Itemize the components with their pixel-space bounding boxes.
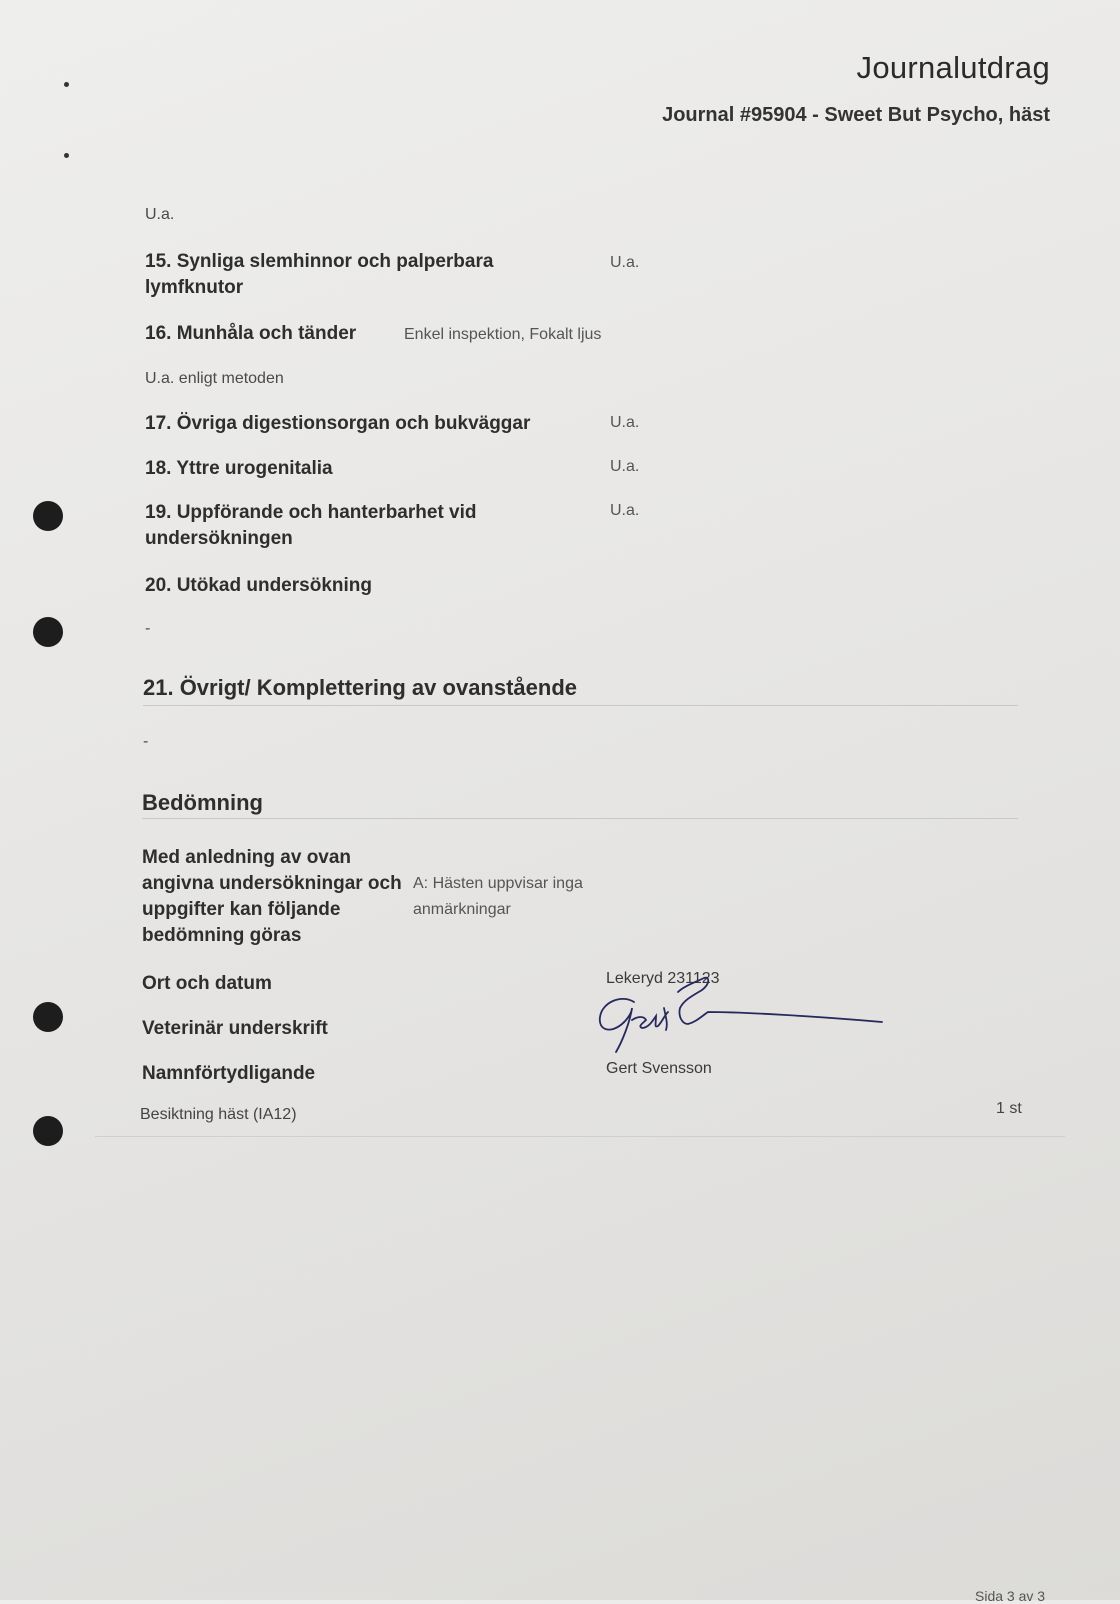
item-16-note: U.a. enligt metoden — [145, 370, 284, 387]
signature-label: Veterinär underskrift — [142, 1018, 328, 1039]
binder-hole — [33, 1002, 63, 1032]
section-divider — [143, 705, 1018, 706]
item-18-value: U.a. — [610, 458, 640, 475]
item-18-label: 18. Yttre urogenitalia — [145, 458, 333, 479]
item-15-label: 15. Synliga slemhinnor och palperbara lymfknutor — [145, 251, 494, 298]
punch-dot — [64, 82, 69, 87]
item-16-label: 16. Munhåla och tänder — [145, 323, 357, 344]
item-20-label: 20. Utökad undersökning — [145, 575, 372, 596]
document-title: Journalutdrag — [856, 50, 1050, 85]
assessment-prompt: Med anledning av ovan angivna undersökningar och uppgifter kan följande bedömning göras — [142, 847, 402, 946]
binder-hole — [33, 1116, 63, 1146]
item-15-value: U.a. — [610, 254, 640, 271]
item-17-label: 17. Övriga digestionsorgan och bukväggar — [145, 413, 531, 434]
assessment-result: A: Hästen uppvisar inga anmärkningar — [413, 875, 583, 918]
page-number: Sida 3 av 3 — [975, 1588, 1046, 1604]
punch-dot — [64, 153, 69, 158]
item-19-value: U.a. — [610, 502, 640, 519]
item-17-value: U.a. — [610, 414, 640, 431]
footer-divider — [95, 1136, 1065, 1137]
name-value: Gert Svensson — [606, 1060, 712, 1077]
place-date-label: Ort och datum — [142, 973, 272, 994]
name-label: Namnförtydligande — [142, 1063, 316, 1084]
place-date-value: Lekeryd 231123 — [606, 970, 720, 987]
form-name: Besiktning häst (IA12) — [140, 1106, 297, 1123]
item-20-note: - — [145, 620, 151, 637]
binder-hole — [33, 501, 63, 531]
item-19-label: 19. Uppförande och hanterbarhet vid undersökningen — [145, 502, 477, 549]
journal-subtitle: Journal #95904 - Sweet But Psycho, häst — [662, 104, 1050, 126]
binder-hole — [33, 617, 63, 647]
section-divider — [142, 818, 1018, 819]
section-21-title: 21. Övrigt/ Komplettering av ovanstående — [143, 675, 578, 700]
leading-note: U.a. — [145, 206, 175, 223]
section-21-text: - — [143, 733, 149, 750]
item-16-method: Enkel inspektion, Fokalt ljus — [404, 326, 602, 343]
assessment-title: Bedömning — [142, 790, 263, 815]
copy-count: 1 st — [996, 1100, 1022, 1117]
